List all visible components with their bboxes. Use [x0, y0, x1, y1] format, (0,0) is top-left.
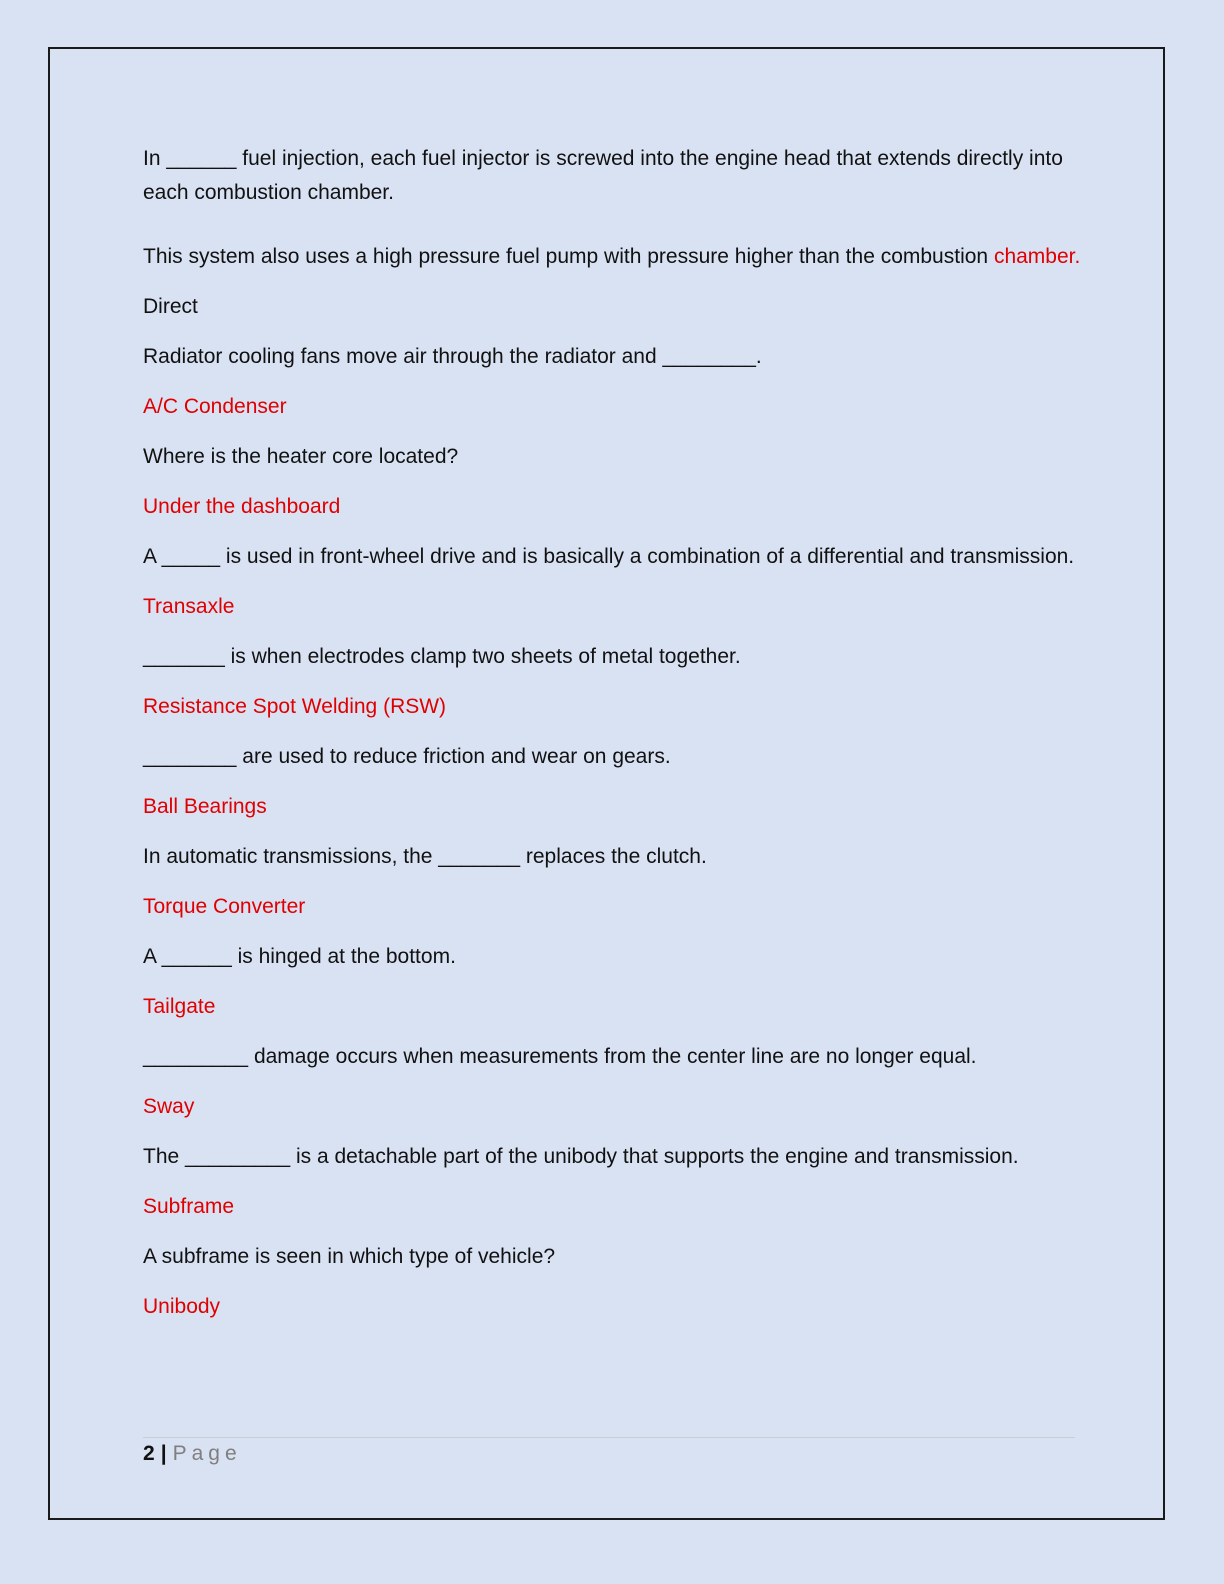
answer-paragraph: Unibody: [143, 1295, 221, 1318]
answer-text-fragment: chamber.: [993, 245, 1081, 268]
footer-divider: [143, 1437, 1075, 1438]
question-text: This system also uses a high pressure fuel pump with pressure higher than the combustion: [143, 245, 994, 268]
question-paragraph: The _________ is a detachable part of the unibody that supports the engine and transmission.: [143, 1145, 1019, 1168]
answer-paragraph: Torque Converter: [143, 895, 306, 918]
document-body: [143, 142, 1083, 1324]
answer-paragraph: Resistance Spot Welding (RSW): [143, 695, 447, 718]
footer-separator: |: [160, 1442, 167, 1465]
answer-paragraph: Transaxle: [143, 595, 235, 618]
answer-paragraph: Subframe: [143, 1195, 235, 1218]
answer-paragraph: Tailgate: [143, 995, 216, 1018]
question-paragraph: Where is the heater core located?: [143, 445, 459, 468]
question-paragraph: _________ damage occurs when measurements from the center line are no longer equal.: [143, 1045, 977, 1068]
question-paragraph: Radiator cooling fans move air through the radiator and ________.: [143, 345, 762, 368]
answer-paragraph: Sway: [143, 1095, 195, 1118]
question-paragraph: ________ are used to reduce friction and wear on gears.: [143, 745, 671, 768]
question-paragraph: In ______ fuel injection, each fuel injector is screwed into the engine head that extends directly into each combustion chamber.: [143, 147, 1069, 204]
question-paragraph: In automatic transmissions, the _______ replaces the clutch.: [143, 845, 707, 868]
answer-paragraph: A/C Condenser: [143, 395, 287, 418]
answer-paragraph: Ball Bearings: [143, 795, 267, 818]
page-footer: [143, 1440, 242, 1468]
question-paragraph: A ______ is hinged at the bottom.: [143, 945, 456, 968]
question-paragraph: _______ is when electrodes clamp two sheets of metal together.: [143, 645, 741, 668]
answer-paragraph: Under the dashboard: [143, 495, 341, 518]
page-number: 2: [143, 1442, 155, 1465]
question-paragraph: A subframe is seen in which type of vehicle?: [143, 1245, 556, 1268]
answer-paragraph: Direct: [143, 295, 198, 318]
page-label: Page: [172, 1442, 242, 1465]
question-paragraph: [143, 240, 1083, 274]
question-paragraph: A _____ is used in front-wheel drive and is basically a combination of a differential and transmission.: [143, 545, 1075, 568]
